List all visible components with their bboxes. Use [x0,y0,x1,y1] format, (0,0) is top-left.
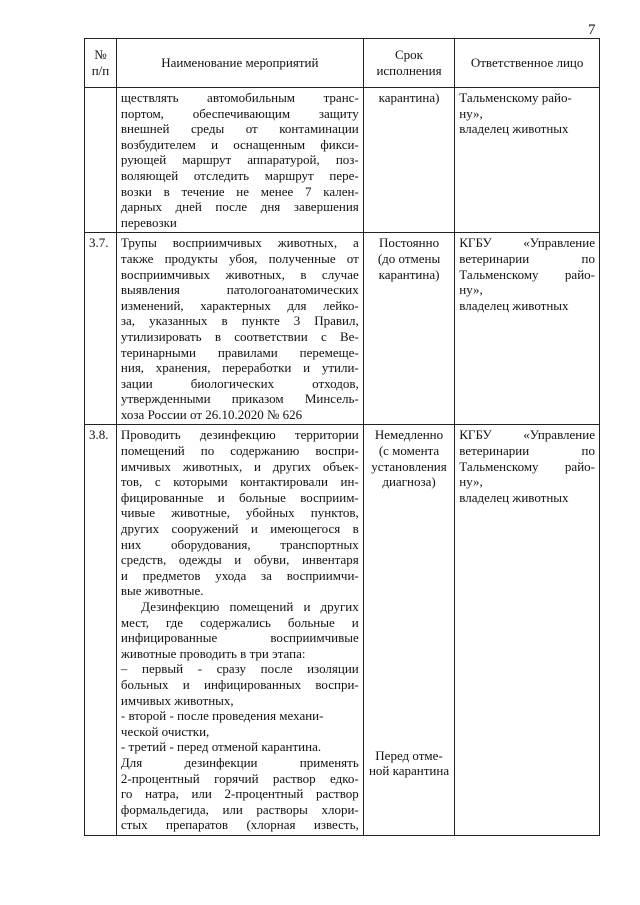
measure-line: тов, с которыми контактировали ин- [120,474,359,490]
measure-line: возбудителем и оснащенным фикси- [120,136,359,152]
measure-line: стых препаратов (хлорная известь, [120,817,359,833]
measure-line: мест, где содержались больные и [120,614,359,630]
measure-line: перевозки [120,214,177,230]
measure-line: – первый - сразу после изоляции [120,661,359,677]
measure-line: ществлять автомобильным транс- [120,90,359,105]
term-before-lifting: Перед отме- ной карантина [368,747,450,779]
measure-line: Трупы восприимчивых животных, а [120,235,359,251]
measure-line: других сооружений и имеющегося в [120,521,359,537]
page-number: 7 [588,22,596,38]
row-measure [116,425,363,835]
header-number: № п/п [85,39,117,88]
row-measure [116,233,363,425]
row-responsible: Тальменскому райо- ну», владелец животных [455,88,600,233]
header-term: Срок исполнения [363,39,455,88]
header-responsible: Ответственное лицо [455,39,600,88]
measure-line: дарных дней после дня завершения [120,199,359,215]
measure-line: также продукты убоя, полученные от [120,250,359,266]
measure-line: возки в течение не менее 7 кален- [120,183,359,199]
measure-line: имчивых животных, - второй - после проведения механи- ческой очистки, - третий - перед отменой карантина. [120,692,324,755]
responsible-line: ну», владелец животных [459,282,569,313]
measure-line: го натра, или 2-процентный раствор [120,786,359,802]
measure-line: рующей маршрут аппаратурой, поз- [120,152,359,168]
measure-line: и предметов ухода за восприимчи- [120,567,359,583]
header-name: Наименование мероприятий [116,39,363,88]
responsible-line: ну», владелец животных [459,474,569,505]
measures-table [84,38,600,836]
measure-line: воляющей отследить маршрут пере- [120,167,359,183]
measure-line: инфицированные восприимчивые [120,630,359,646]
table-header-row [85,39,600,88]
row-responsible [455,425,600,835]
table-row [85,233,600,425]
measure-line: имчивых животных, и других объек- [120,458,359,474]
responsible-line: ветеринарии по [459,250,595,266]
measure-line: больных и инфицированных воспри- [120,676,359,692]
responsible-line: ветеринарии по [459,443,595,459]
measure-line: вые животные. [120,583,204,599]
row-responsible [455,233,600,425]
row-term: карантина) [363,88,455,233]
measure-line: Для дезинфекции применять [120,754,359,770]
row-measure [116,88,363,233]
measure-line: внешней среды от контаминации [120,121,359,137]
table-row [85,88,600,233]
measure-line: за, указанных в пункте 3 Правил, [120,313,359,329]
measure-line: выявления патологоанатомических [120,282,359,298]
measure-line: формальдегида, или растворы хлори- [120,801,359,817]
row-number: 3.7. [85,233,117,425]
measure-line: Дезинфекцию помещений и других [120,599,359,614]
responsible-line: Тальменскому райо- [459,266,595,282]
term-immediate: Немедленно (с момента установления диагноза) [371,427,447,490]
row-number [85,88,117,233]
measure-line: утвержденными приказом Минсель- [120,391,359,407]
row-term: Постоянно (до отмены карантина) [363,233,455,425]
measure-line: животные проводить в три этапа: [120,645,306,661]
term-spacer [368,490,451,748]
responsible-line: Тальменскому райо- [459,458,595,474]
measure-line: утилизировать в соответствии с Ве- [120,328,359,344]
measure-line: фицированные и больные восприим- [120,489,359,505]
measure-line: помещений по содержанию воспри- [120,443,359,459]
measure-line: Проводить дезинфекцию территории [120,427,359,443]
measure-line: них оборудования, транспортных [120,536,359,552]
row-number: 3.8. [85,425,117,835]
measure-line: 2-процентный горячий раствор едко- [120,770,359,786]
measure-line: зации биологических отходов, [120,375,359,391]
measure-line: хоза России от 26.10.2020 № 626 [120,406,303,422]
row-term [363,425,455,835]
measure-line: портом, обеспечивающим защиту [120,105,359,121]
measure-line: теринарными правилами перемеще- [120,344,359,360]
responsible-line: КГБУ «Управление [459,235,595,251]
table-row [85,425,600,835]
measure-line: восприимчивых животных, в случае [120,266,359,282]
measure-line: средств, одежды и обуви, инвентаря [120,552,359,568]
measure-line: изменений, характерных для лейко- [120,297,359,313]
measure-line: ния, хранения, переработки и утили- [120,360,359,376]
responsible-line: КГБУ «Управление [459,427,595,443]
measure-line: чивые животные, убойных пунктов, [120,505,359,521]
